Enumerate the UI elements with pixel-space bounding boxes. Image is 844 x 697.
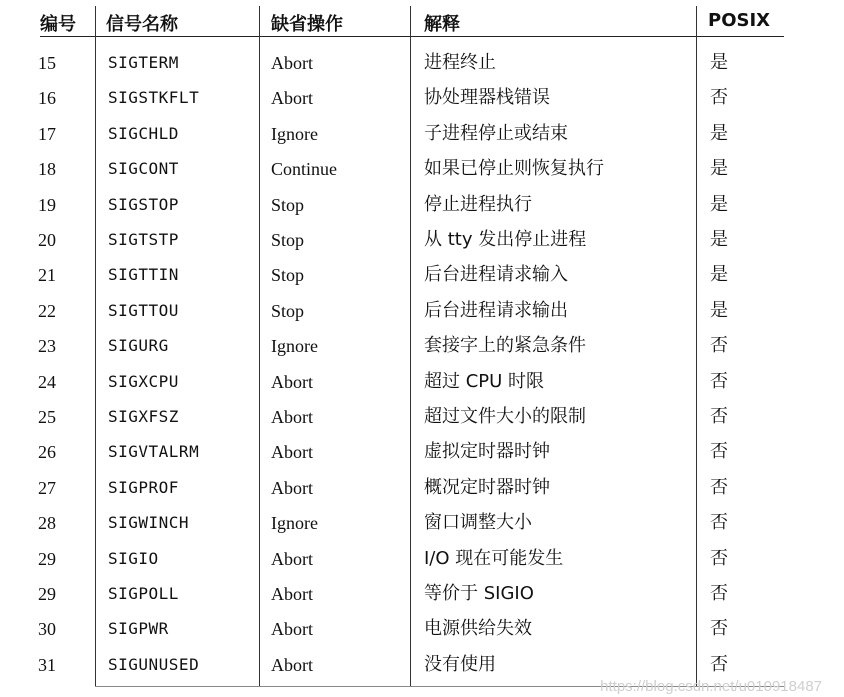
cell-posix: 否 (710, 370, 728, 392)
header-number: 编号 (40, 14, 76, 35)
table-row (0, 369, 844, 405)
cell-default-action: Ignore (271, 123, 318, 144)
table-row (0, 581, 844, 617)
cell-default-action: Abort (271, 442, 313, 463)
cell-number: 20 (38, 230, 56, 250)
cell-default-action: Abort (271, 548, 313, 569)
cell-default-action: Stop (271, 265, 305, 286)
header-default-action: 缺省操作 (271, 14, 343, 35)
cell-number: 25 (38, 407, 56, 427)
table-row (0, 156, 844, 192)
table-row (0, 262, 844, 298)
cell-description: 后台进程请求输出 (424, 299, 568, 321)
table-row (0, 192, 844, 228)
cell-description: 概况定时器时钟 (424, 476, 550, 498)
cell-signal-name: SIGCONT (108, 159, 179, 179)
cell-default-action: Abort (271, 53, 313, 73)
cell-number: 23 (38, 336, 56, 357)
cell-default-action: Abort (271, 477, 313, 498)
cell-default-action: Abort (271, 619, 313, 640)
cell-description: 电源供给失效 (424, 618, 532, 640)
table-row (0, 475, 844, 511)
cell-default-action: Abort (271, 584, 313, 604)
cell-number: 16 (38, 88, 56, 109)
header-description: 解释 (424, 14, 460, 35)
cell-default-action: Continue (271, 159, 337, 180)
cell-description: 等价于 SIGIO (424, 583, 534, 604)
cell-signal-name: SIGXFSZ (108, 407, 179, 426)
cell-signal-name: SIGSTOP (108, 194, 179, 214)
cell-signal-name: SIGSTKFLT (108, 88, 200, 108)
cell-posix: 否 (710, 583, 728, 604)
cell-posix: 否 (710, 547, 728, 569)
header-divider (40, 36, 784, 37)
cell-signal-name: SIGCHLD (108, 123, 179, 143)
cell-number: 31 (38, 654, 56, 675)
cell-signal-name: SIGURG (108, 336, 169, 356)
cell-default-action: Stop (271, 194, 305, 215)
cell-default-action: Stop (271, 300, 305, 321)
cell-signal-name: SIGXCPU (108, 371, 179, 391)
table-row (0, 439, 844, 475)
table-row (0, 510, 844, 546)
cell-signal-name: SIGTTOU (108, 300, 179, 320)
table-row (0, 121, 844, 157)
cell-number: 18 (38, 159, 56, 180)
cell-signal-name: SIGIO (108, 548, 159, 568)
cell-default-action: Abort (271, 88, 313, 109)
table-row (0, 50, 844, 86)
cell-posix: 否 (710, 406, 728, 427)
cell-description: 虚拟定时器时钟 (424, 441, 550, 463)
cell-posix: 是 (710, 299, 728, 321)
cell-description: 超过文件大小的限制 (424, 406, 586, 427)
cell-posix: 否 (710, 653, 728, 675)
cell-signal-name: SIGTSTP (108, 230, 179, 249)
cell-signal-name: SIGPWR (108, 619, 169, 639)
watermark-text: https://blog.csdn.net/u010918487 (600, 678, 822, 695)
table-row (0, 333, 844, 369)
cell-default-action: Abort (271, 654, 313, 675)
cell-signal-name: SIGWINCH (108, 513, 190, 533)
cell-description: 后台进程请求输入 (424, 264, 568, 286)
cell-number: 24 (38, 371, 56, 392)
cell-signal-name: SIGVTALRM (108, 442, 200, 462)
cell-number: 29 (38, 584, 56, 604)
cell-number: 26 (38, 442, 56, 463)
header-posix: POSIX (708, 10, 771, 31)
cell-description: 套接字上的紧急条件 (424, 335, 586, 357)
table-row (0, 616, 844, 652)
cell-description: 进程终止 (424, 52, 496, 73)
cell-posix: 是 (710, 52, 728, 73)
cell-description: 没有使用 (424, 653, 496, 675)
header-signal-name: 信号名称 (106, 14, 178, 35)
cell-description: 窗口调整大小 (424, 512, 532, 534)
cell-default-action: Ignore (271, 336, 318, 357)
cell-number: 29 (38, 548, 56, 569)
cell-description: 停止进程执行 (424, 193, 532, 215)
cell-posix: 否 (710, 476, 728, 498)
cell-signal-name: SIGPROF (108, 477, 179, 497)
cell-description: 从 tty 发出停止进程 (424, 229, 587, 250)
cell-number: 21 (38, 265, 56, 286)
cell-posix: 是 (710, 229, 728, 250)
cell-number: 30 (38, 619, 56, 640)
cell-description: 超过 CPU 时限 (424, 370, 545, 392)
cell-number: 28 (38, 513, 56, 534)
cell-description: 如果已停止则恢复执行 (424, 158, 604, 180)
cell-default-action: Ignore (271, 513, 318, 534)
cell-number: 22 (38, 300, 56, 321)
table-row (0, 546, 844, 582)
cell-posix: 否 (710, 87, 728, 109)
cell-default-action: Abort (271, 407, 313, 427)
cell-posix: 是 (710, 193, 728, 215)
table-row (0, 227, 844, 263)
table-row (0, 298, 844, 334)
cell-signal-name: SIGUNUSED (108, 654, 200, 674)
cell-posix: 否 (710, 512, 728, 534)
cell-default-action: Stop (271, 230, 305, 250)
table-row (0, 85, 844, 121)
cell-posix: 是 (710, 264, 728, 286)
cell-number: 17 (38, 123, 56, 144)
cell-posix: 否 (710, 335, 728, 357)
cell-description: I/O 现在可能发生 (424, 547, 564, 569)
cell-posix: 否 (710, 618, 728, 640)
cell-description: 协处理器栈错误 (424, 87, 550, 109)
cell-default-action: Abort (271, 371, 313, 392)
cell-posix: 否 (710, 441, 728, 463)
cell-description: 子进程停止或结束 (424, 122, 568, 144)
cell-number: 19 (38, 194, 56, 215)
table-row (0, 404, 844, 440)
cell-signal-name: SIGTTIN (108, 265, 179, 285)
cell-signal-name: SIGTERM (108, 53, 179, 72)
cell-posix: 是 (710, 122, 728, 144)
cell-signal-name: SIGPOLL (108, 584, 179, 603)
cell-number: 15 (38, 53, 56, 73)
cell-number: 27 (38, 477, 56, 498)
cell-posix: 是 (710, 158, 728, 180)
